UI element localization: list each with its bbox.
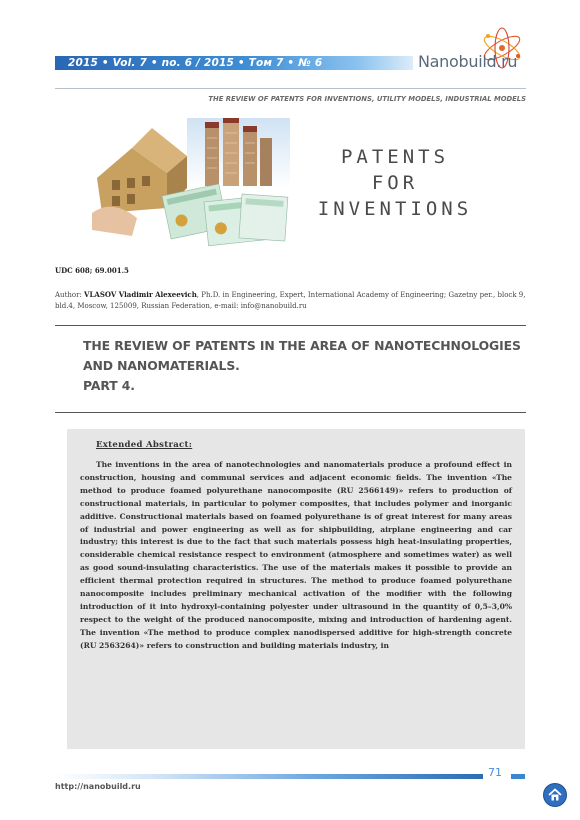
section-subtitle: THE REVIEW OF PATENTS FOR INVENTIONS, UTILITY MODELS, INDUSTRIAL MODELS [208,95,526,103]
footer-url[interactable]: http://nanobuild.ru [55,782,141,791]
issue-line: 2015 • Vol. 7 • no. 6 / 2015 • Том 7 • № 6 [68,57,323,69]
home-button[interactable] [543,783,567,807]
author-info [55,289,527,312]
section-title-line: PATENTS [340,146,450,168]
header-divider [55,88,526,89]
title-rule-bottom [55,412,526,413]
logo-text[interactable]: Nanobuild.ru [418,52,518,71]
section-title-line: FOR [371,172,419,194]
abstract-text: The inventions in the area of nanotechnologies and nanomaterials produce a profound effect in construction, housing and communal services and adjacent economic fields. The invention «The method to produce foamed polyurethane nanocomposite (RU 2566149)» refers to production of constructional materials, in particular to polymer composites, that includes polymer and inorganic additive. Constructional materials based on foamed polyurethane is of great interest for many areas of industrial and power engineering as well as for shipbuilding, airplane engineering and car industry; this interest is due to the fact that such materials possess high heat-insulating properties, considerable chemical resistance respect to environment (atmosphere and sometimes water) as well as good sound-insulating characteristics. The use of the materials makes it possible to provide an efficient thermal protection required in structures. The method to produce foamed polyurethane nanocomposite includes preliminary mechanical activation of the modifier with the following introduction of it into hydroxyl-containing polyester under ultrasound in the quantity of 0,5–3,0% respect to the weight of the produced nanocomposite, mixing and introduction of hardening agent. The invention «The method to produce complex nanodispersed additive for high-strength concrete (RU 2563264)» refers to construction and building materials industry, in [80,460,512,650]
author-prefix: Author: [55,291,85,299]
article-title-line: PART 4. [83,378,135,393]
author-details: , Ph.D. in Engineering, Expert, International Academy of Engineering; Gazetny per., block 9, bld.4, Moscow, 125009, Russian Federation, e-mail: info@nanobuild.ru [55,291,526,310]
udc-code: UDC 608; 69.001.5 [55,266,129,275]
page-number: 71 [488,766,502,779]
section-title-line: INVENTIONS [317,198,473,220]
section-title [300,144,490,222]
patents-illustration [92,118,290,248]
article-title-line: AND NANOMATERIALS. [83,358,240,373]
abstract-body [80,459,512,653]
abstract-heading: Extended Abstract: [96,440,193,450]
title-rule-top [55,325,526,326]
article-title [83,336,521,396]
home-icon [544,784,566,806]
footer-bar [55,774,483,779]
author-name: VLASOV Vladimir Alexeevich [84,290,197,299]
footer-bar-end [511,774,525,779]
article-title-line: THE REVIEW OF PATENTS IN THE AREA OF NANOTECHNOLOGIES [83,338,521,353]
